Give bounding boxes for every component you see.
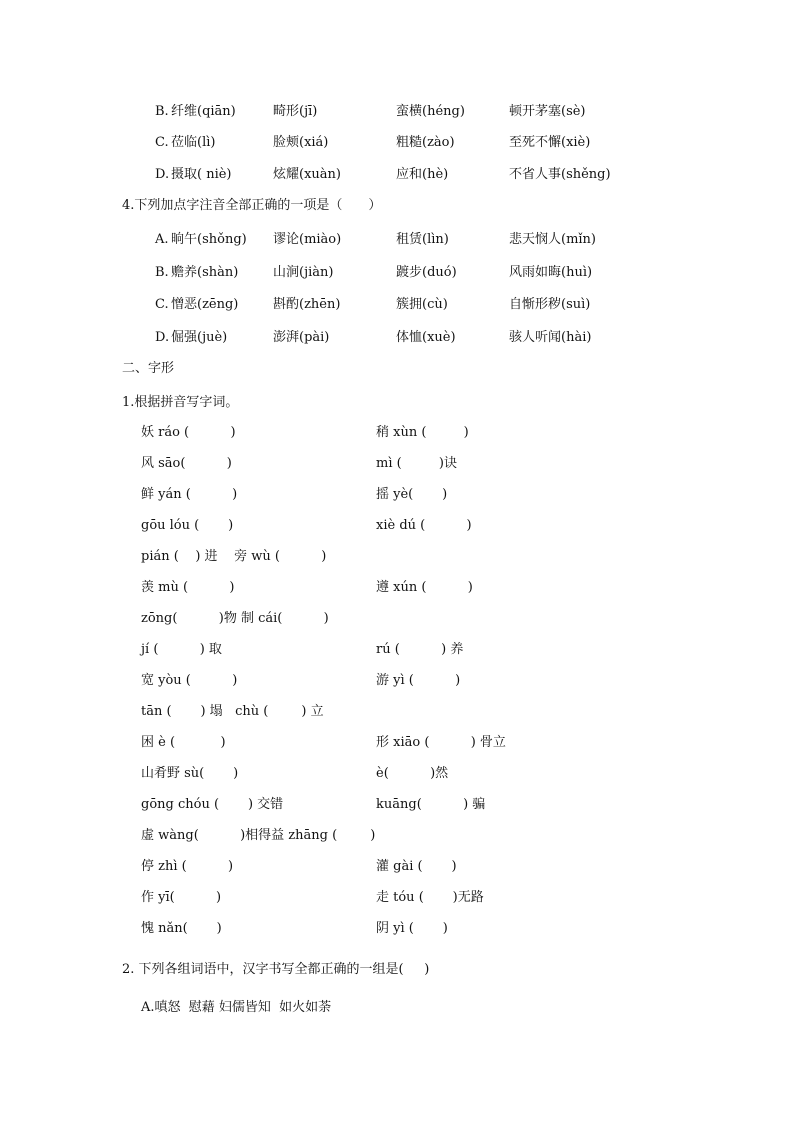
- exercise-item-left: tān ( ) 塌 chù ( ) 立: [141, 704, 324, 719]
- exercise-item-right: 稍 xùn ( ): [376, 425, 469, 440]
- exercise-item-left: 停 zhì ( ): [141, 859, 234, 874]
- q4-option-item: 赡养(shàn): [171, 265, 239, 280]
- q3-option-item: 脸颊(xiá): [273, 135, 329, 150]
- q4-option-item: 自惭形秽(suì): [509, 297, 591, 312]
- q3-option-item: 至死不懈(xiè): [509, 135, 591, 150]
- q4-option-item: 山涧(jiàn): [273, 265, 334, 280]
- option-label: D.: [155, 167, 170, 182]
- exercise-item-right: 走 tóu ( )无路: [376, 890, 484, 905]
- section-2-heading: 二、字形: [122, 361, 175, 376]
- exercise-item-left: 愧 nǎn( ): [141, 921, 222, 936]
- question-4-title: 4.下列加点字注音全部正确的一项是（ ）: [122, 198, 382, 213]
- q4-option-item: 踱步(duó): [396, 265, 457, 280]
- q3-option-item: 顿开茅塞(sè): [509, 104, 586, 119]
- exercise-item-left: gōu lóu ( ): [141, 518, 234, 533]
- exercise-item-right: kuāng( ) 骗: [376, 797, 486, 812]
- exercise-item-left: jí ( ) 取: [141, 642, 222, 657]
- exercise-item-right: 阴 yì ( ): [376, 921, 448, 936]
- exercise-item-right: 灌 gài ( ): [376, 859, 457, 874]
- exercise-item-right: mì ( )诀: [376, 456, 457, 471]
- q4-option-item: 体恤(xuè): [396, 330, 456, 345]
- option-label: B.: [155, 104, 169, 119]
- exercise-item-left: 妖 ráo ( ): [141, 425, 236, 440]
- q3-option-item: 炫耀(xuàn): [273, 167, 341, 182]
- exercise-item-right: 摇 yè( ): [376, 487, 448, 502]
- exercise-item-left: 山肴野 sù( ): [141, 766, 239, 781]
- exercise-item-left: gōng chóu ( ) 交错: [141, 797, 284, 812]
- q3-option-item: 摄取( niè): [171, 167, 232, 182]
- exercise-item-right: è( )然: [376, 766, 449, 781]
- section-2-question-2-title: 2. 下列各组词语中，汉字书写全都正确的一组是( ): [122, 962, 430, 977]
- q4-option-item: 倔强(juè): [171, 330, 228, 345]
- q4-option-item: 澎湃(pài): [273, 330, 330, 345]
- exercise-item-left: 风 sāo( ): [141, 456, 232, 471]
- option-label: D.: [155, 330, 170, 345]
- q4-option-item: 骇人听闻(hài): [509, 330, 592, 345]
- q4-option-item: 租赁(lìn): [396, 232, 449, 247]
- exercise-item-right: 形 xiāo ( ) 骨立: [376, 735, 506, 750]
- exercise-item-right: 遵 xún ( ): [376, 580, 473, 595]
- q3-option-item: 蛮横(héng): [396, 104, 465, 119]
- exercise-item-left: 作 yī( ): [141, 890, 222, 905]
- q4-option-item: 晌午(shǒng): [171, 232, 247, 247]
- option-label: B.: [155, 265, 169, 280]
- question-2-option-a: A.嗔怒 慰藉 妇儒皆知 如火如荼: [141, 1000, 332, 1015]
- q3-option-item: 应和(hè): [396, 167, 449, 182]
- exercise-item-left: 宽 yòu ( ): [141, 673, 238, 688]
- exercise-item-left: pián ( ) 进 旁 wù ( ): [141, 549, 327, 564]
- q4-option-item: 斟酌(zhēn): [273, 297, 341, 312]
- q4-option-item: 憎恶(zēng): [171, 297, 239, 312]
- q4-option-item: 谬论(miào): [273, 232, 342, 247]
- exercise-item-right: rú ( ) 养: [376, 642, 464, 657]
- section-2-question-1-title: 1.根据拼音写字词。: [122, 395, 239, 410]
- exercise-item-left: 虚 wàng( )相得益 zhāng ( ): [141, 828, 376, 843]
- q4-option-item: 悲天悯人(mǐn): [509, 232, 597, 247]
- q3-option-item: 不省人事(shěng): [509, 167, 611, 182]
- exercise-item-left: 羡 mù ( ): [141, 580, 235, 595]
- q3-option-item: 莅临(lì): [171, 135, 216, 150]
- q3-option-item: 纤维(qiān): [171, 104, 236, 119]
- exercise-item-right: xiè dú ( ): [376, 518, 472, 533]
- q3-option-item: 畸形(jī): [273, 104, 318, 119]
- exercise-item-right: 游 yì ( ): [376, 673, 461, 688]
- exercise-item-left: 困 è ( ): [141, 735, 226, 750]
- exercise-item-left: 鲜 yán ( ): [141, 487, 238, 502]
- exercise-item-left: zōng( )物 制 cái( ): [141, 611, 329, 626]
- q4-option-item: 风雨如晦(huì): [509, 265, 593, 280]
- q3-option-item: 粗糙(zào): [396, 135, 455, 150]
- option-label: C.: [155, 297, 169, 312]
- option-label: A.: [155, 232, 169, 247]
- option-label: C.: [155, 135, 169, 150]
- q4-option-item: 簇拥(cù): [396, 297, 448, 312]
